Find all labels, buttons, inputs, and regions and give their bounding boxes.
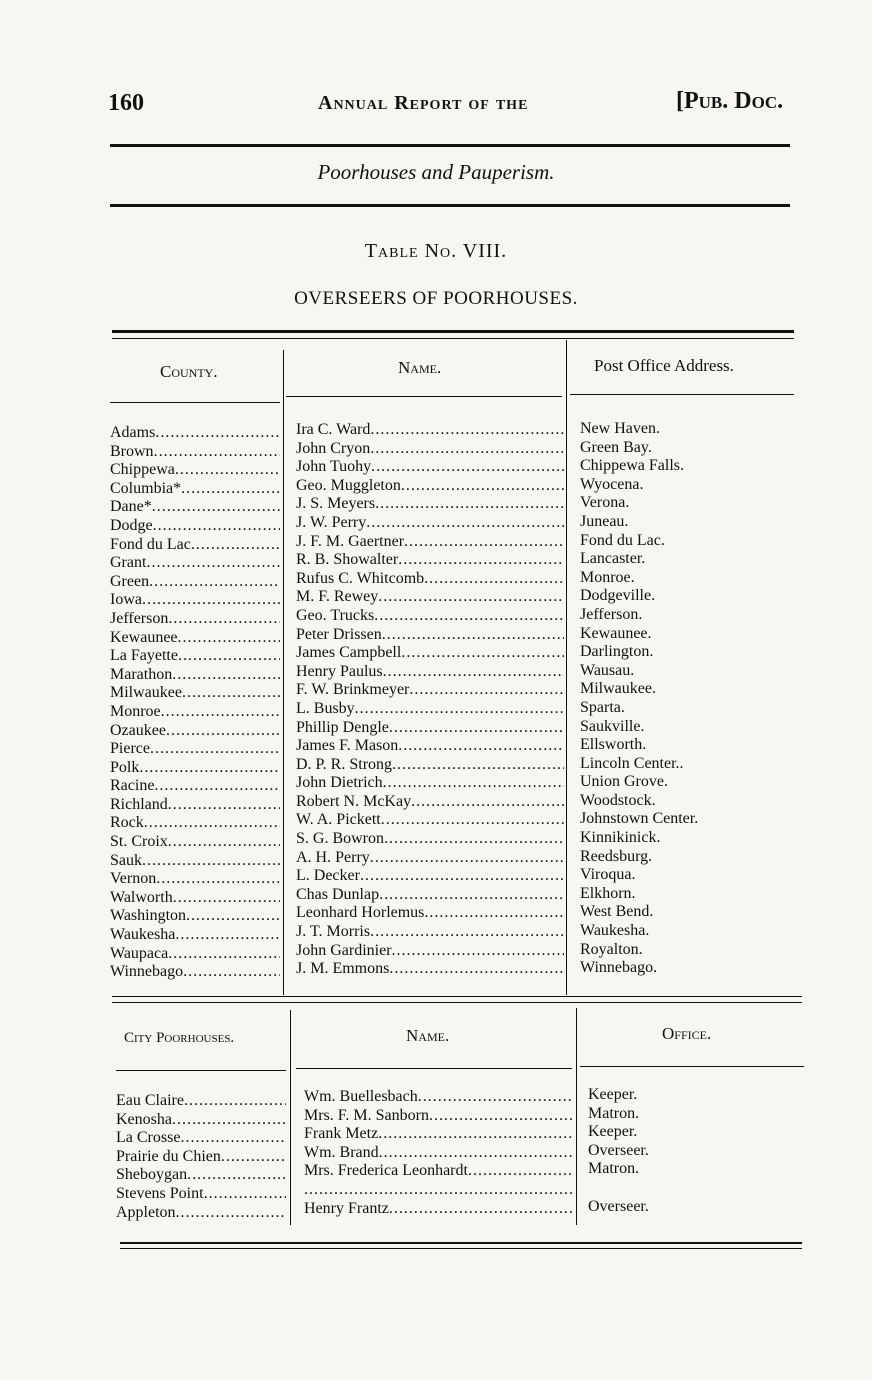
table-cell — [116, 1166, 286, 1185]
table-cell — [110, 870, 280, 889]
table-cell — [110, 759, 280, 778]
cell-text: Dodge — [110, 516, 153, 534]
table-cell: New Haven. — [580, 420, 660, 437]
city-name-header: Name. — [406, 1026, 450, 1045]
dot-leader — [392, 942, 564, 961]
header-rule — [110, 144, 790, 147]
page-number: 160 — [108, 90, 144, 116]
table-cell: Waukesha. — [580, 922, 650, 940]
table-cell: Overseer. — [588, 1141, 649, 1159]
column-divider — [290, 1010, 291, 1225]
table-cell: Monroe. — [580, 568, 635, 586]
table-cell — [296, 904, 564, 923]
city-header-underline — [116, 1070, 286, 1071]
dot-leader — [142, 852, 280, 871]
table-cell — [110, 740, 280, 759]
table-cell — [116, 1185, 286, 1204]
cell-text: Appleton — [116, 1203, 176, 1221]
dot-leader — [379, 886, 564, 905]
dot-leader — [370, 849, 564, 868]
table-cell — [296, 681, 564, 700]
cell-text: Robert N. McKay — [296, 792, 412, 810]
table-cell — [296, 700, 564, 719]
cell-text: Dane* — [110, 498, 152, 516]
cell-text: James F. Mason — [296, 737, 399, 755]
table-cell — [296, 663, 564, 682]
table-cell — [296, 774, 564, 793]
cell-text: Rufus C. Whitcomb — [296, 569, 425, 587]
table-cell — [296, 644, 564, 663]
table-cell — [110, 963, 280, 982]
table-cell — [110, 536, 280, 555]
dot-leader — [184, 1092, 286, 1111]
cell-text: Kewaunee — [110, 628, 178, 646]
cell-text: Marathon — [110, 665, 173, 683]
cell-text: Henry Frantz — [304, 1199, 389, 1217]
table-cell: Royalton. — [580, 940, 643, 958]
table-cell: Keeper. — [588, 1123, 638, 1141]
table-cell: Verona. — [580, 494, 630, 512]
cell-text: Jefferson — [110, 609, 169, 627]
dot-leader — [398, 551, 564, 570]
table-cell — [304, 1107, 572, 1126]
table-cell — [304, 1125, 572, 1144]
table-cell — [110, 666, 280, 685]
table-cell: Saukville. — [580, 717, 645, 735]
dot-leader — [155, 424, 280, 443]
table-cell — [110, 424, 280, 443]
table-cell — [296, 626, 564, 645]
cell-text: Washington — [110, 907, 187, 925]
table-cell — [296, 811, 564, 830]
dot-leader — [371, 458, 564, 477]
dot-leader — [178, 647, 280, 666]
table-cell — [110, 647, 280, 666]
cell-text: Green — [110, 572, 150, 590]
table-cell — [296, 588, 564, 607]
table-cell — [296, 458, 564, 477]
cell-text: Vernon — [110, 870, 157, 888]
table-cell: Wyocena. — [580, 475, 644, 493]
dot-leader — [424, 570, 564, 589]
dot-leader — [186, 907, 280, 926]
table-cell — [296, 849, 564, 868]
dot-leader — [360, 867, 564, 886]
table-cell: Johnstown Center. — [580, 810, 699, 828]
dot-leader — [370, 923, 564, 942]
table-cell — [110, 443, 280, 462]
table-cell — [110, 498, 280, 517]
table-cell — [296, 570, 564, 589]
dot-leader — [139, 759, 280, 778]
table-cell — [116, 1148, 286, 1167]
table-cell: Matron. — [588, 1160, 640, 1178]
dot-leader — [187, 1166, 286, 1185]
table-cell: Chippewa Falls. — [580, 457, 684, 475]
cell-text: La Crosse — [116, 1129, 181, 1147]
table-cell — [110, 629, 280, 648]
table-cell: Overseer. — [588, 1197, 649, 1215]
dot-leader — [176, 1204, 286, 1223]
cell-text: Milwaukee — [110, 684, 182, 702]
dot-leader — [389, 719, 564, 738]
column-divider — [283, 350, 284, 995]
table-cell — [296, 942, 564, 961]
cell-text: Mrs. Frederica Leonhardt — [304, 1162, 468, 1180]
cell-text: L. Busby — [296, 699, 355, 717]
dot-leader — [370, 440, 564, 459]
cell-text: Winnebago — [110, 963, 184, 981]
cell-text: Frank Metz — [304, 1125, 379, 1143]
cell-text: J. T. Morris — [296, 923, 371, 941]
table-cell — [110, 573, 280, 592]
cell-text: Prairie du Chien — [116, 1147, 221, 1165]
cell-text: Racine — [110, 777, 155, 795]
header-underline — [570, 394, 794, 395]
table-cell: Juneau. — [580, 512, 629, 530]
city-header-underline — [580, 1066, 804, 1067]
table-cell: Elkhorn. — [580, 884, 636, 902]
cell-text: John Cryon — [296, 439, 371, 457]
county-header: County. — [160, 362, 218, 381]
table-cell: Kinnikinick. — [580, 829, 661, 847]
dot-leader — [150, 740, 280, 759]
cell-text: Brown — [110, 442, 154, 460]
cell-text: Fond du Lac — [110, 535, 191, 553]
cell-text: Sauk — [110, 851, 142, 869]
table-cell: Darlington. — [580, 643, 654, 661]
table-cell: Reedsburg. — [580, 847, 653, 865]
table-cell: Milwaukee. — [580, 680, 656, 698]
dot-leader — [398, 737, 564, 756]
table-cell: Wausau. — [580, 661, 635, 679]
dot-leader — [370, 421, 564, 440]
table-cell: Woodstock. — [580, 791, 656, 809]
dot-leader — [166, 722, 280, 741]
table-cell: Lancaster. — [580, 550, 646, 568]
dot-leader — [375, 495, 564, 514]
table-cell — [296, 477, 564, 496]
cell-text: S. G. Bowron — [296, 830, 385, 848]
dot-leader — [468, 1162, 572, 1181]
table-cell — [110, 703, 280, 722]
dot-leader — [401, 644, 564, 663]
cell-text: Columbia* — [110, 479, 182, 497]
table-cell — [296, 756, 564, 775]
dot-leader — [156, 870, 280, 889]
dot-leader — [154, 777, 280, 796]
city-header: City Poorhouses. — [124, 1030, 235, 1046]
dot-leader — [180, 1129, 286, 1148]
overseer-column — [296, 421, 564, 979]
dot-leader — [366, 514, 564, 533]
cell-text: John Tuohy — [296, 458, 372, 476]
table-cell — [116, 1204, 286, 1223]
table-cell: West Bend. — [580, 903, 654, 921]
cell-text: Chas Dunlap — [296, 885, 380, 903]
dot-leader — [146, 554, 280, 573]
cell-text: Wm. Buellesbach — [304, 1088, 418, 1105]
dot-leader — [404, 533, 564, 552]
dot-leader — [418, 1088, 572, 1107]
dot-leader — [411, 793, 564, 812]
dot-leader — [168, 796, 280, 815]
dot-leader — [172, 666, 280, 685]
cell-text: Kenosha — [116, 1110, 172, 1128]
table-cell — [304, 1088, 572, 1107]
table-cell — [296, 495, 564, 514]
table-cell: Fond du Lac. — [580, 531, 665, 549]
cell-text: James Campbell — [296, 644, 402, 662]
table-cell — [304, 1200, 572, 1219]
cell-text: Ozaukee — [110, 721, 166, 739]
table-cell — [110, 926, 280, 945]
section-subtitle: Poorhouses and Pauperism. — [317, 160, 555, 184]
cell-text: Eau Claire — [116, 1092, 184, 1109]
dot-leader — [401, 477, 564, 496]
city-top-rule-thin — [112, 1002, 802, 1003]
city-column — [116, 1092, 286, 1222]
dot-leader — [144, 814, 280, 833]
dot-leader — [429, 1107, 572, 1126]
table-cell — [116, 1129, 286, 1148]
table-cell — [116, 1111, 286, 1130]
table-cell: Green Bay. — [580, 438, 652, 456]
table-cell — [110, 480, 280, 499]
dot-leader — [381, 811, 564, 830]
cell-text: M. F. Rewey — [296, 588, 379, 606]
column-divider — [576, 1008, 577, 1225]
cell-text: Henry Paulus — [296, 662, 383, 680]
dot-leader — [172, 1111, 286, 1130]
cell-text: J. W. Perry — [296, 513, 367, 531]
table-cell — [110, 796, 280, 815]
table-subtitle: OVERSEERS OF POORHOUSES. — [294, 288, 578, 309]
cell-text: L. Decker — [296, 867, 360, 885]
table-cell — [296, 551, 564, 570]
dot-leader — [383, 774, 564, 793]
dot-leader — [392, 756, 564, 775]
table-cell — [110, 945, 280, 964]
cell-text: W. A. Pickett — [296, 811, 381, 829]
dot-leader — [379, 1144, 572, 1163]
table-cell — [110, 684, 280, 703]
cell-text: Ira C. Ward — [296, 421, 371, 438]
cell-text: Phillip Dengle — [296, 718, 389, 736]
cell-text: La Fayette — [110, 647, 178, 665]
dot-leader — [182, 684, 280, 703]
address-header: Post Office Address. — [594, 356, 734, 375]
table-cell — [110, 852, 280, 871]
table-cell — [296, 421, 564, 440]
table-top-rule — [112, 330, 794, 333]
table-cell — [110, 907, 280, 926]
table-cell — [110, 777, 280, 796]
county-column — [110, 424, 280, 982]
cell-text: Chippewa — [110, 461, 175, 479]
table-cell: Winnebago. — [580, 959, 658, 977]
cell-text: J. M. Emmons — [296, 960, 390, 978]
table-cell: Keeper. — [588, 1086, 638, 1103]
subtitle-rule — [110, 204, 790, 207]
dot-leader — [175, 461, 280, 480]
dot-leader — [204, 1185, 286, 1204]
doc-tag: [Pub. Doc. — [676, 88, 784, 114]
office-header: Office. — [662, 1024, 712, 1043]
table-cell — [110, 610, 280, 629]
cell-text: A. H. Perry — [296, 848, 370, 866]
cell-text: St. Croix — [110, 833, 168, 851]
table-cell — [296, 533, 564, 552]
cell-text: Mrs. F. M. Sanborn — [304, 1106, 429, 1124]
cell-text: Pierce — [110, 740, 150, 758]
table-cell — [110, 461, 280, 480]
dot-leader — [378, 1125, 572, 1144]
column-divider — [566, 340, 567, 995]
cell-text: Walworth — [110, 888, 173, 906]
cell-text: Polk — [110, 758, 140, 776]
table-cell — [296, 793, 564, 812]
dot-leader — [152, 498, 280, 517]
address-column — [580, 420, 698, 978]
table-cell: Sparta. — [580, 698, 625, 716]
table-cell — [296, 923, 564, 942]
cell-text: Rock — [110, 814, 144, 832]
dot-leader — [168, 945, 280, 964]
table-cell — [296, 830, 564, 849]
table-cell — [110, 833, 280, 852]
cell-text: Peter Drissen — [296, 625, 382, 643]
table-cell — [296, 737, 564, 756]
city-office-column — [588, 1086, 649, 1216]
table-cell — [304, 1144, 572, 1163]
dot-leader — [175, 926, 280, 945]
cell-text: R. B. Showalter — [296, 551, 399, 569]
table-cell — [116, 1092, 286, 1111]
cell-text: Iowa — [110, 591, 142, 609]
cell-text: J. F. M. Gaertner — [296, 532, 405, 550]
table-bottom-rule-thin — [120, 1248, 802, 1249]
cell-text: Leonhard Horlemus — [296, 904, 425, 922]
cell-text: John Dietrich — [296, 774, 383, 792]
dot-leader — [355, 700, 564, 719]
dot-leader — [183, 963, 280, 982]
dot-leader — [383, 663, 564, 682]
table-cell — [110, 554, 280, 573]
dot-leader — [161, 703, 280, 722]
table-title: Table No. VIII. — [364, 240, 508, 262]
table-cell — [110, 591, 280, 610]
table-cell — [304, 1181, 572, 1200]
dot-leader — [384, 830, 564, 849]
dot-leader — [378, 588, 564, 607]
dot-leader — [374, 607, 564, 626]
dot-leader — [389, 960, 564, 979]
cell-text: Grant — [110, 554, 147, 572]
dot-leader — [304, 1181, 572, 1200]
dot-leader — [142, 591, 280, 610]
table-cell — [296, 440, 564, 459]
table-cell — [588, 1179, 649, 1198]
table-cell — [110, 889, 280, 908]
cell-text: Stevens Point — [116, 1184, 204, 1202]
dot-leader — [191, 536, 280, 555]
dot-leader — [149, 573, 280, 592]
dot-leader — [221, 1148, 286, 1167]
header-underline — [110, 402, 280, 403]
table-cell: Kewaunee. — [580, 624, 652, 642]
table-cell — [110, 517, 280, 536]
table-cell — [110, 722, 280, 741]
dot-leader — [173, 889, 280, 908]
cell-text: D. P. R. Strong — [296, 755, 393, 773]
cell-text: J. S. Meyers — [296, 495, 376, 513]
table-bottom-rule — [120, 1242, 802, 1244]
table-cell — [296, 960, 564, 979]
dot-leader — [178, 629, 280, 648]
cell-text: Geo. Trucks — [296, 606, 375, 624]
table-cell: Ellsworth. — [580, 736, 647, 754]
table-cell: Union Grove. — [580, 773, 668, 791]
table-cell — [296, 886, 564, 905]
city-top-rule — [112, 996, 802, 997]
table-cell — [296, 607, 564, 626]
table-cell — [110, 814, 280, 833]
table-cell — [304, 1162, 572, 1181]
cell-text: Geo. Muggleton — [296, 476, 401, 494]
cell-text: Waukesha — [110, 926, 176, 944]
dot-leader — [181, 480, 280, 499]
dot-leader — [389, 1200, 572, 1219]
running-title: Annual Report of the — [318, 92, 529, 114]
table-cell — [296, 719, 564, 738]
cell-text: Wm. Brand — [304, 1143, 379, 1161]
header-underline — [286, 396, 562, 397]
dot-leader — [424, 904, 564, 923]
cell-text: Monroe — [110, 702, 161, 720]
cell-text: F. W. Brinkmeyer — [296, 681, 410, 699]
dot-leader — [154, 443, 280, 462]
table-top-rule-thin — [112, 338, 794, 339]
cell-text: Waupaca — [110, 944, 169, 962]
table-cell: Viroqua. — [580, 866, 636, 884]
city-person-column — [304, 1088, 572, 1218]
table-cell: Dodgeville. — [580, 587, 656, 605]
cell-text: Adams — [110, 424, 156, 441]
cell-text: Sheboygan — [116, 1166, 188, 1184]
name-header: Name. — [398, 358, 442, 377]
cell-text: John Gardinier — [296, 941, 392, 959]
table-cell: Matron. — [588, 1104, 640, 1122]
city-header-underline — [296, 1068, 572, 1069]
cell-text: Richland — [110, 795, 168, 813]
dot-leader — [153, 517, 280, 536]
dot-leader — [168, 833, 280, 852]
table-cell — [296, 514, 564, 533]
table-cell: Lincoln Center.. — [580, 754, 684, 772]
table-cell: Jefferson. — [580, 605, 643, 623]
dot-leader — [168, 610, 280, 629]
dot-leader — [409, 681, 564, 700]
table-cell — [296, 867, 564, 886]
dot-leader — [382, 626, 564, 645]
